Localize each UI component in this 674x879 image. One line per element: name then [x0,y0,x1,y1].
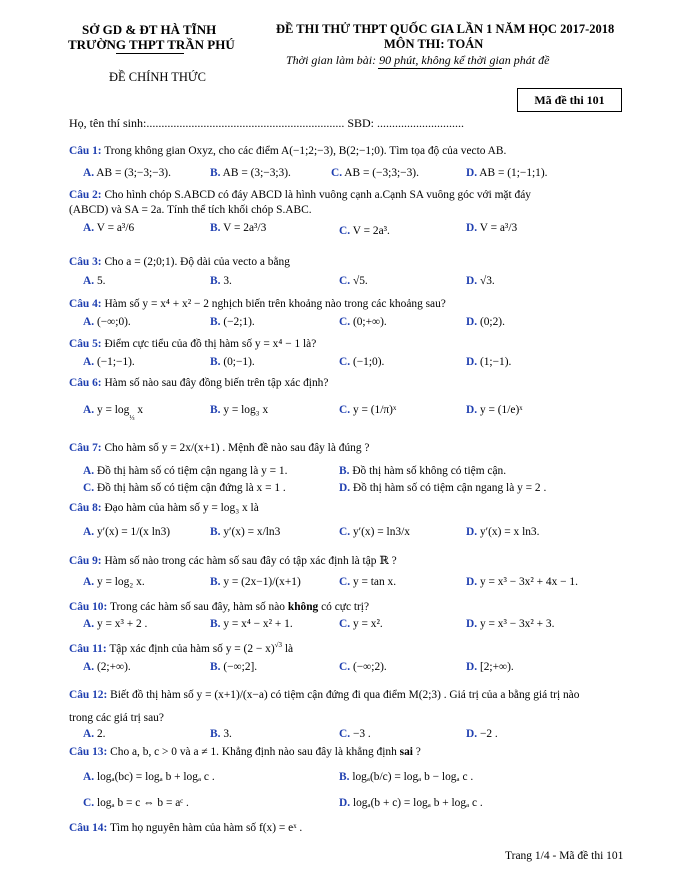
page-footer: Trang 1/4 - Mã đề thi 101 [505,850,624,862]
question-1 [69,145,506,157]
option-a: A. (−1;−1). [83,356,135,368]
option-b: B. V = 2a³/3 [210,222,267,234]
option-c: C. V = 2a³. [339,225,390,237]
option-c: C. (−1;0). [339,356,385,368]
header-official: ĐỀ CHÍNH THỨC [109,70,206,84]
option-c: C. −3 . [339,728,371,740]
option-a: A. $y = \log_{\frac{1}{3}} x$ [83,404,144,423]
exam-duration: Thời gian làm bài: 90 phút, không kể thời gian phát đề [286,53,550,67]
question-14: Câu 14: Tìm họ nguyên hàm của hàm số f(x) = eˣ . [69,822,303,834]
option-d: D. y = x³ − 3x² + 3. [466,618,555,630]
option-b: B. y = (2x−1)/(x+1) [210,576,301,588]
question-2: Câu 2: Cho hình chóp S.ABCD có đáy ABCD là hình vuông cạnh a.Cạnh SA vuông góc với mặt đáy [69,189,531,201]
question-label: Câu 1: [69,145,102,157]
option-a: A. logₐ(bc) = logₐ b + logₐ c . [83,771,215,783]
question-text: Trong không gian Oxyz, cho các điểm A(−1;2;−3), B(2;−1;0). Tìm tọa độ của vecto AB. [104,145,507,157]
option-b: B. (−∞;2]. [210,661,258,673]
option-a: A. 2. [83,728,106,740]
option-c: C. logₐ b = c ⇔ b = aᶜ . [83,797,189,809]
question-4: Câu 4: Hàm số y = x⁴ + x² − 2 nghịch biến trên khoảng nào trong các khoảng sau? [69,298,446,310]
question-10: Câu 10: Trong các hàm số sau đây, hàm số nào không có cực trị? [69,601,370,613]
option-c: C. √5. [339,275,368,287]
option-d: D. logₐ(b + c) = logₐ b + logₐ c . [339,797,483,809]
option-d: D. √3. [466,275,495,287]
option-a: A. (2;+∞). [83,661,131,673]
option-a: A. (−∞;0). [83,316,131,328]
duration-underline [378,68,502,69]
option-d: D. −2 . [466,728,498,740]
question-12-line2: trong các giá trị sau? [69,712,164,724]
option-b: B. logₐ(b/c) = logₐ b − logₐ c . [339,771,474,783]
option-c: C. y = (1/π)ˣ [339,404,397,416]
option-b: B. y′(x) = x/ln3 [210,526,281,538]
option-c: C. Đồ thị hàm số có tiệm cận đứng là x = 1 . [83,482,286,494]
option-b: B. Đồ thị hàm số không có tiệm cận. [339,465,507,477]
header-org: SỞ GD & ĐT HÀ TĨNH [82,22,217,37]
question-9: Câu 9: Hàm số nào trong các hàm số sau đây có tập xác định là tập ℝ ? [69,555,397,567]
option-a: A. V = a³/6 [83,222,135,234]
option-d: D. (0;2). [466,316,505,328]
question-13: Câu 13: Cho a, b, c > 0 và a ≠ 1. Khẳng định nào sau đây là khẳng định sai ? [69,746,421,758]
option-c: C. y′(x) = ln3/x [339,526,410,538]
option-d: D. (1;−1). [466,356,512,368]
option-d: D. y = x³ − 3x² + 4x − 1. [466,576,578,588]
option-a: A. 5. [83,275,106,287]
exam-subject: MÔN THI: TOÁN [384,37,484,51]
question-7: Câu 7: Cho hàm số y = 2x/(x+1) . Mệnh đề nào sau đây là đúng ? [69,442,370,454]
option-c: C. y = tan x. [339,576,397,588]
option-b: B. 3. [210,275,232,287]
option-b: B. y = x⁴ − x² + 1. [210,618,293,630]
option-a: A. AB = (3;−3;−3). [83,167,171,179]
option-a: A. y′(x) = 1/(x ln3) [83,526,171,538]
option-b: B. (0;−1). [210,356,255,368]
option-d: D. Đồ thị hàm số có tiệm cận ngang là y = 2 . [339,482,547,494]
option-b: B. 3. [210,728,232,740]
option-d: D. y′(x) = x ln3. [466,526,540,538]
question-6: Câu 6: Hàm số nào sau đây đồng biến trên tập xác định? [69,377,329,389]
question-11: Câu 11: Tập xác định của hàm số $y = (2 - x)^{√3}$ là [69,641,294,655]
option-a: A. y = log₂ x. [83,576,145,588]
option-c: C. y = x². [339,618,383,630]
header-school: TRƯỜNG THPT TRẦN PHÚ [68,37,235,52]
option-c: C. (−∞;2). [339,661,387,673]
question-12: Câu 12: Biết đồ thị hàm số y = (x+1)/(x−a) có tiệm cận đứng đi qua điểm M(2;3) . Giá trị của a bằng giá trị nào [69,689,580,701]
question-3: Câu 3: Cho a = (2;0;1). Độ dài của vecto a bằng [69,256,290,268]
option-a: A. y = x³ + 2 . [83,618,148,630]
student-info-line: Họ, tên thí sinh:.................................................................. SBD: ............................. [69,116,465,130]
option-b: B. y = log₃ x [210,404,269,416]
option-d: D. V = a³/3 [466,222,518,234]
option-d: D. AB = (1;−1;1). [466,167,548,179]
header-underline [116,53,184,54]
option-c: C. AB = (−3;3;−3). [331,167,419,179]
option-b: B. (−2;1). [210,316,255,328]
question-2-line2: (ABCD) và SA = 2a. Tính thể tích khối chóp S.ABC. [69,204,312,216]
exam-title: ĐỀ THI THỬ THPT QUỐC GIA LẦN 1 NĂM HỌC 2017-2018 [276,22,615,36]
option-c: C. (0;+∞). [339,316,387,328]
question-5: Câu 5: Điểm cực tiểu của đồ thị hàm số y = x⁴ − 1 là? [69,338,317,350]
question-8: Câu 8: Đạo hàm của hàm số y = log₃ x là [69,502,259,514]
option-a: A. Đồ thị hàm số có tiệm cận ngang là y = 1. [83,465,288,477]
option-b: B. AB = (3;−3;3). [210,167,291,179]
option-d: D. [2;+∞). [466,661,514,673]
exam-code-box: Mã đề thi 101 [517,88,622,112]
option-d: D. y = (1/e)ˣ [466,404,523,416]
